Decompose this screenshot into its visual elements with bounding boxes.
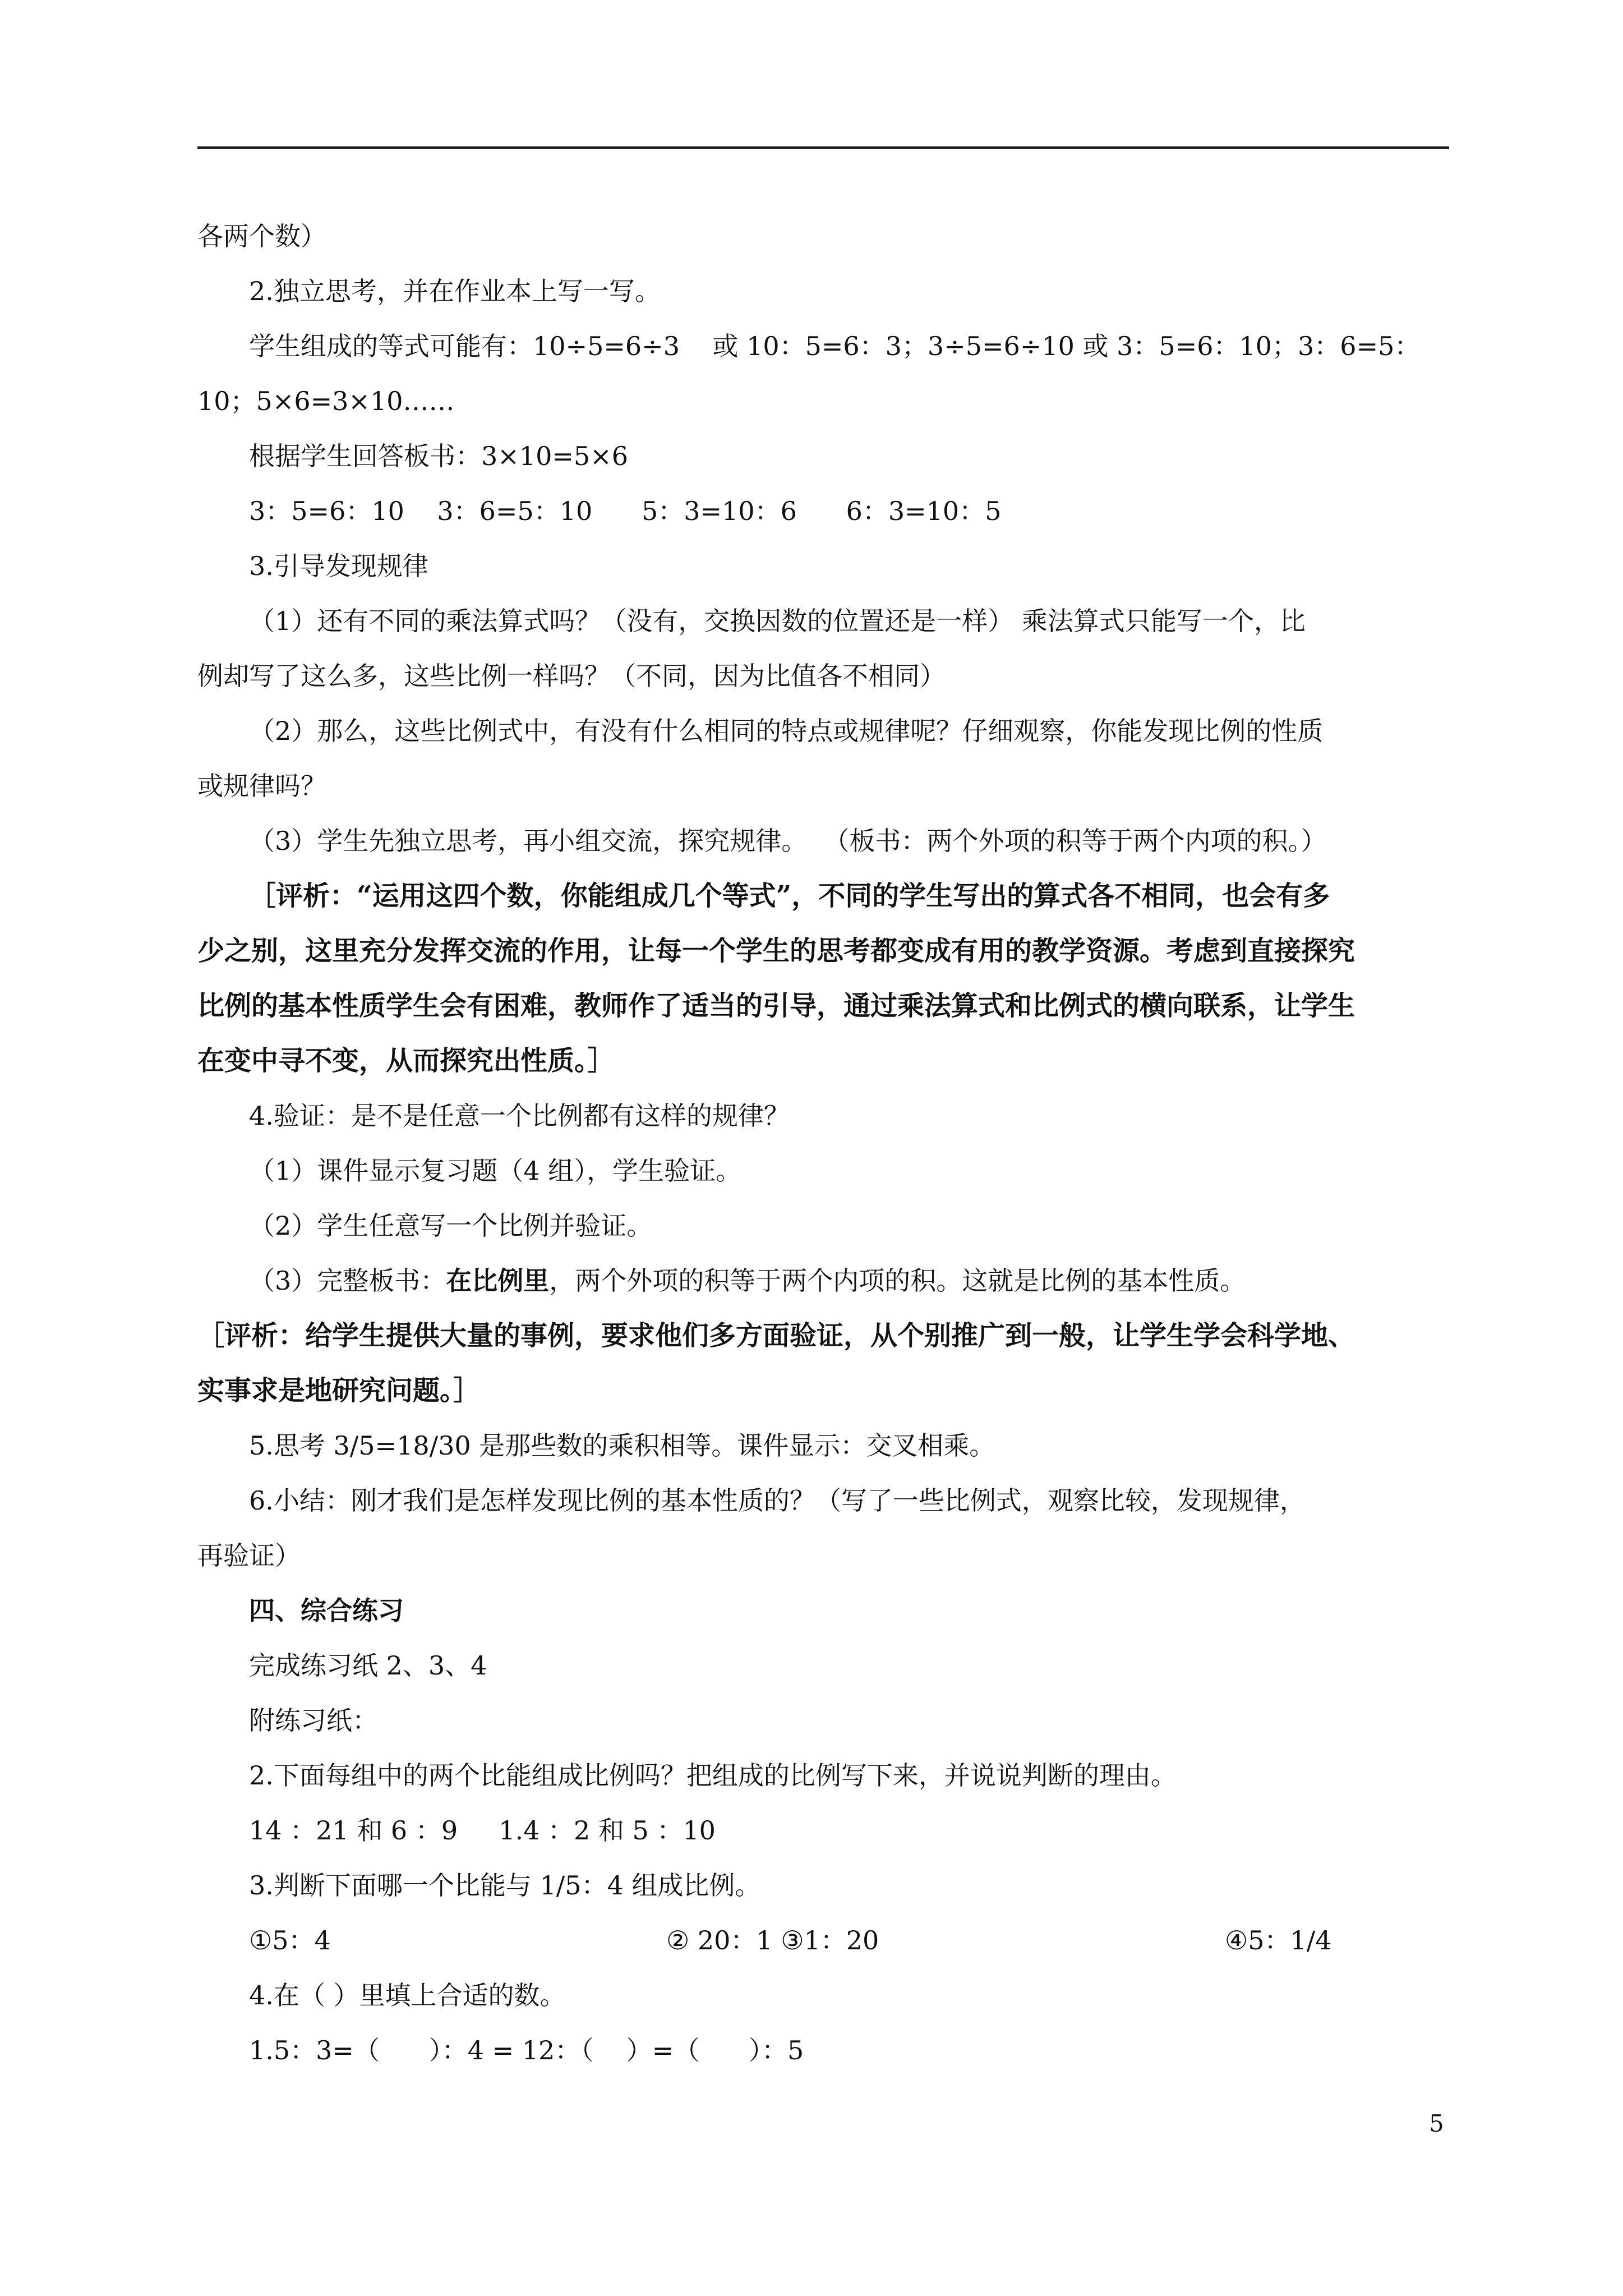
text-line: 附练习纸： <box>249 1705 378 1736</box>
answer-choices <box>197 1913 1449 1968</box>
evaluation-line: ［评析：给学生提供大量的事例，要求他们多方面验证，从个别推广到一般，让学生学会科学地、 <box>197 1320 1355 1351</box>
text-line: 再验证） <box>197 1540 301 1571</box>
evaluation-line: ［评析：“运用这四个数，你能组成几个等式”，不同的学生写出的算式各不相同，也会有多 <box>249 880 1330 912</box>
text-line: 2.独立思考，并在作业本上写一写。 <box>249 276 661 306</box>
text-line: 10；5×6=3×10…… <box>197 386 455 416</box>
text-line: （1）课件显示复习题（4 组），学生验证。 <box>249 1156 742 1186</box>
page-body <box>197 209 1449 2078</box>
evaluation-line: 在变中寻不变，从而探究出性质。］ <box>197 1045 615 1076</box>
text-line: 2.下面每组中的两个比能组成比例吗？把组成的比例写下来，并说说判断的理由。 <box>249 1760 1177 1791</box>
choice-1: ①5：4 <box>249 1925 331 1955</box>
text-line: 学生组成的等式可能有：10÷5=6÷3 或 10：5=6：3；3÷5=6÷10 或 3：5=6：10；3：6=5： <box>249 331 1421 361</box>
text-line: 3.判断下面哪一个比能与 1/5：4 组成比例。 <box>249 1870 761 1901</box>
choice-4: ④5：1/4 <box>1225 1925 1332 1955</box>
text-line: （2）那么，这些比例式中，有没有什么相同的特点或规律呢？仔细观察，你能发现比例的性质 <box>249 716 1324 746</box>
text-line: 4.在（ ）里填上合适的数。 <box>249 1980 566 2010</box>
text-line: 根据学生回答板书：3×10=5×6 <box>249 441 628 471</box>
evaluation-line: 少之别，这里充分发挥交流的作用，让每一个学生的思考都变成有用的教学资源。考虑到直接探究 <box>197 935 1355 967</box>
text-line: （2）学生任意写一个比例并验证。 <box>249 1211 653 1241</box>
text-line: 3：5=6：10 3：6=5：10 5：3=10：6 6：3=10：5 <box>249 496 1002 526</box>
page-number: 5 <box>1429 2110 1444 2137</box>
text-line: 4.验证：是不是任意一个比例都有这样的规律？ <box>249 1101 790 1131</box>
text-line: 各两个数） <box>197 221 326 251</box>
board-summary-line <box>197 1253 1449 1308</box>
text-line: 完成练习纸 2、3、4 <box>249 1650 487 1681</box>
text-line: 5.思考 3/5=18/30 是那些数的乘积相等。课件显示：交叉相乘。 <box>249 1430 995 1461</box>
evaluation-line: 实事求是地研究问题。］ <box>197 1375 481 1406</box>
choice-2-3: ② 20：1 ③1：20 <box>666 1925 879 1955</box>
header-rule <box>197 146 1449 149</box>
text-line: （1）还有不同的乘法算式吗？（没有，交换因数的位置还是一样） 乘法算式只能写一个，比 <box>249 606 1306 636</box>
board-summary-prefix: （3）完整板书： <box>249 1266 446 1296</box>
evaluation-line: 比例的基本性质学生会有困难，教师作了适当的引导，通过乘法算式和比例式的横向联系，让学生 <box>197 990 1355 1022</box>
board-summary-rest: ，两个外项的积等于两个内项的积。这就是比例的基本性质。 <box>549 1266 1246 1296</box>
text-line: 3.引导发现规律 <box>249 551 428 581</box>
text-line: 1.5：3=（ ）：4 = 12：（ ）=（ ）：5 <box>249 2035 804 2065</box>
evaluation-note-2 <box>197 1308 1449 1418</box>
text-line: （3）学生先独立思考，再小组交流，探究规律。 （板书：两个外项的积等于两个内项的积。） <box>249 826 1327 856</box>
text-line: 例却写了这么多，这些比例一样吗？（不同，因为比值各不相同） <box>197 661 946 691</box>
text-line: 14 ：21 和 6 ：9 1.4 ：2 和 5 ：10 <box>249 1815 716 1846</box>
text-line: 6.小结：刚才我们是怎样发现比例的基本性质的？（写了一些比例式，观察比较，发现规律， <box>249 1485 1306 1516</box>
text-line: 或规律吗？ <box>197 771 326 801</box>
evaluation-note <box>197 868 1449 1088</box>
board-summary-emphasis: 在比例里 <box>446 1266 550 1296</box>
section-heading: 四、综合练习 <box>249 1595 404 1626</box>
